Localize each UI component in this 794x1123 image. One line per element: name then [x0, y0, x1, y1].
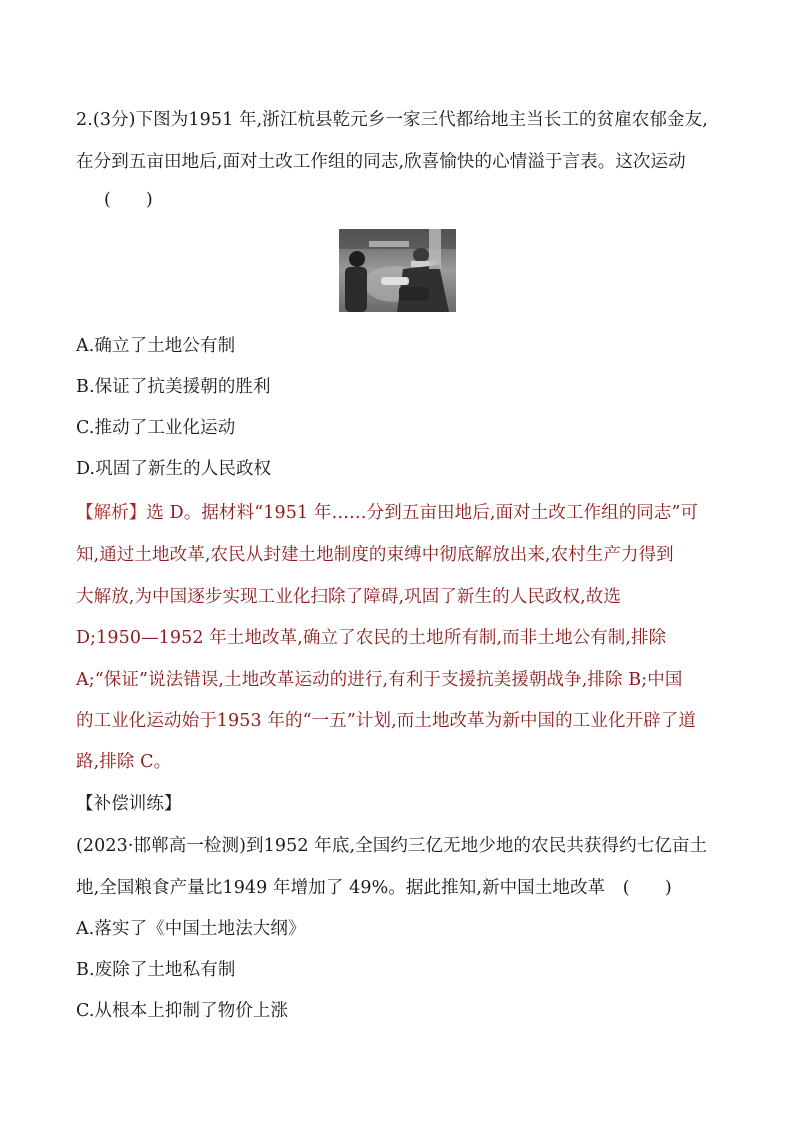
analysis-line-4: D;1950—1952 年土地改革,确立了农民的土地所有制,而非土地公有制,排除 [76, 628, 667, 648]
analysis-line-6: 的工业化运动始于1953 年的“一五”计划,而土地改革为新中国的工业化开辟了道 [76, 711, 696, 731]
analysis-tag: 【解析】 [76, 503, 147, 523]
analysis-line-2: 知,通过土地改革,农民从封建土地制度的束缚中彻底解放出来,农村生产力得到 [76, 545, 674, 565]
compensation-text-line-1: (2023·邯郸高一检测)到1952 年底,全国约三亿无地少地的农民共获得约七亿亩土 [76, 836, 708, 856]
compensation-option-a: A.落实了《中国土地法大纲》 [76, 919, 306, 939]
analysis-text-1: 选 D。据材料“1951 年……分到五亩田地后,面对土改工作组的同志”可 [146, 503, 699, 523]
option-a: A.确立了土地公有制 [76, 336, 236, 356]
option-d: D.巩固了新生的人民政权 [76, 459, 272, 479]
analysis-line-7: 路,排除 C。 [76, 752, 172, 772]
photo-illustration [339, 229, 456, 312]
option-c: C.推动了工业化运动 [76, 418, 236, 438]
option-b: B.保证了抗美援朝的胜利 [76, 377, 271, 397]
analysis-line-1 [76, 501, 698, 525]
answer-bracket: ( ) [104, 190, 153, 210]
question-text-line-2: 在分到五亩田地后,面对土改工作组的同志,欣喜愉快的心情溢于言表。这次运动 [76, 152, 686, 172]
historical-photo [339, 229, 456, 312]
analysis-line-5: A;“保证”说法错误,土地改革运动的进行,有利于支援抗美援朝战争,排除 B;中国 [76, 670, 683, 690]
question-text-line-1: 2.(3分)下图为1951 年,浙江杭县乾元乡一家三代都给地主当长工的贫雇农郁金友, [76, 110, 708, 130]
compensation-text-line-2: 地,全国粮食产量比1949 年增加了 49%。据此推知,新中国土地改革 ( ) [76, 878, 672, 898]
compensation-option-c: C.从根本上抑制了物价上涨 [76, 1001, 289, 1021]
compensation-heading: 【补偿训练】 [76, 794, 182, 814]
analysis-line-3: 大解放,为中国逐步实现工业化扫除了障碍,巩固了新生的人民政权,故选 [76, 587, 621, 607]
compensation-option-b: B.废除了土地私有制 [76, 960, 236, 980]
